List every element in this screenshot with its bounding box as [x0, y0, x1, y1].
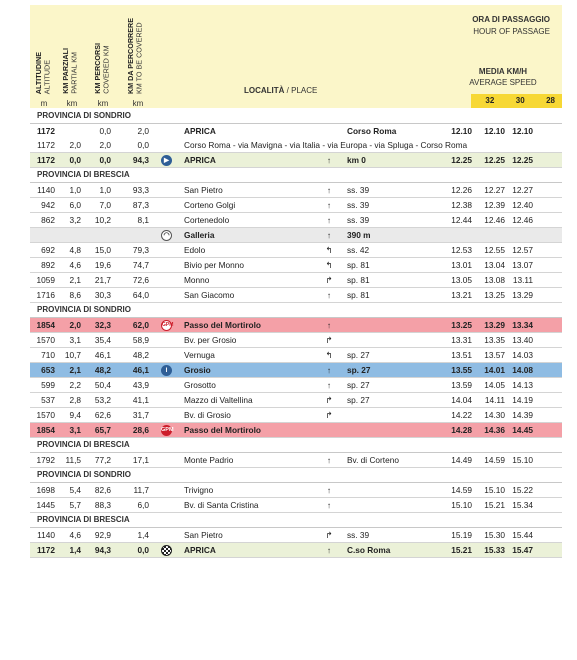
partial-km-cell: 6,0	[69, 200, 81, 210]
province-label: PROVINCIA DI BRESCIA	[37, 170, 130, 179]
table-row	[30, 378, 562, 393]
partial-km-cell: 2,1	[69, 275, 81, 285]
table-row	[30, 348, 562, 363]
remaining-km-cell: 74,7	[132, 260, 149, 270]
time-28: 12.27	[512, 185, 533, 195]
time-30: 14.05	[484, 380, 505, 390]
time-32: 14.04	[451, 395, 472, 405]
table-row	[30, 228, 562, 243]
direction-icon: ↑	[326, 185, 332, 195]
partial-km-cell: 2,0	[69, 320, 81, 330]
time-30: 12.39	[484, 200, 505, 210]
covered-km-cell: 50,4	[94, 380, 111, 390]
partial-km-cell: 2,2	[69, 380, 81, 390]
table-row	[30, 258, 562, 273]
place-name: Passo del Mortirolo	[184, 320, 261, 330]
speed-30: 30	[515, 96, 525, 105]
covered-km-cell: 10,2	[94, 215, 111, 225]
time-32: 15.19	[451, 530, 472, 540]
table-row	[30, 243, 562, 258]
altitude-cell: 1854	[36, 425, 55, 435]
partial-km-cell: 8,6	[69, 290, 81, 300]
sprint-icon: I	[161, 365, 172, 376]
road-info: 390 m	[347, 230, 371, 240]
unit-altitude: m	[40, 99, 48, 108]
time-32: 13.05	[451, 275, 472, 285]
altitude-cell: 942	[41, 200, 55, 210]
direction-icon: ↱	[325, 530, 333, 540]
remaining-km-cell: 46,1	[132, 365, 149, 375]
col-header-partial-km: KM PARZIALI PARTIAL KM	[61, 48, 79, 94]
time-28: 14.03	[512, 350, 533, 360]
col-header-speed: MEDIA KM/H AVERAGE SPEED	[469, 67, 537, 87]
partial-km-cell: 3,1	[69, 335, 81, 345]
covered-km-cell: 65,7	[94, 425, 111, 435]
unit-to-cover: km	[132, 99, 144, 108]
remaining-km-cell: 79,3	[132, 245, 149, 255]
province-header	[30, 109, 562, 124]
direction-icon: ↑	[326, 380, 332, 390]
province-header	[30, 168, 562, 183]
direction-icon: ↑	[326, 200, 332, 210]
altitude-cell: 1059	[36, 275, 55, 285]
place-name: Vernuga	[184, 350, 215, 360]
province-header	[30, 438, 562, 453]
time-32: 13.55	[451, 365, 472, 375]
finish-flag-icon	[161, 545, 172, 556]
remaining-km-cell: 8,1	[137, 215, 149, 225]
time-32: 12.10	[451, 126, 472, 136]
col-header-place: LOCALITÀ / PLACE	[244, 86, 318, 95]
table-row	[30, 153, 562, 168]
altitude-cell: 892	[41, 260, 55, 270]
province-label: PROVINCIA DI SONDRIO	[37, 470, 131, 479]
covered-km-cell: 92,9	[94, 530, 111, 540]
time-30: 12.27	[484, 185, 505, 195]
partial-km-cell: 0,0	[69, 155, 81, 165]
altitude-cell: 653	[41, 365, 55, 375]
time-32: 12.44	[451, 215, 472, 225]
table-row	[30, 393, 562, 408]
altitude-cell: 537	[41, 395, 55, 405]
table-row	[30, 333, 562, 348]
time-30: 15.33	[484, 545, 505, 555]
time-28: 15.34	[512, 500, 533, 510]
covered-km-cell: 53,2	[94, 395, 111, 405]
time-28: 12.25	[512, 155, 533, 165]
direction-icon: ↰	[325, 350, 333, 360]
province-header	[30, 468, 562, 483]
partial-km-cell: 4,6	[69, 260, 81, 270]
time-30: 12.25	[484, 155, 505, 165]
remaining-km-cell: 0,0	[137, 140, 149, 150]
remaining-km-cell: 41,1	[132, 395, 149, 405]
altitude-cell: 1172	[37, 545, 55, 555]
table-row	[30, 483, 562, 498]
place-name: Bv. di Grosio	[184, 410, 231, 420]
time-30: 13.35	[484, 335, 505, 345]
place-name: San Giacomo	[184, 290, 235, 300]
covered-km-cell: 0,0	[99, 155, 111, 165]
time-28: 12.46	[512, 215, 533, 225]
time-28: 15.47	[512, 545, 533, 555]
altitude-cell: 1854	[36, 320, 55, 330]
partial-km-cell: 3,2	[69, 215, 81, 225]
direction-icon: ↑	[326, 215, 332, 225]
altitude-cell: 1140	[37, 530, 55, 540]
table-header	[30, 5, 562, 108]
table-row	[30, 453, 562, 468]
tunnel-icon: ◠	[161, 230, 172, 241]
place-name: Galleria	[184, 230, 215, 240]
time-28: 13.11	[512, 275, 533, 285]
place-name: APRICA	[184, 155, 216, 165]
time-30: 13.04	[484, 260, 505, 270]
altitude-cell: 599	[41, 380, 55, 390]
partial-km-cell: 9,4	[69, 410, 81, 420]
table-row	[30, 288, 562, 303]
time-30: 14.59	[484, 455, 505, 465]
remaining-km-cell: 2,0	[137, 126, 149, 136]
speed-32: 32	[485, 96, 495, 105]
time-30: 13.29	[484, 320, 505, 330]
covered-km-cell: 88,3	[94, 500, 111, 510]
place-name: Grosio	[184, 365, 211, 375]
covered-km-cell: 7,0	[99, 200, 111, 210]
covered-km-cell: 82,6	[94, 485, 111, 495]
time-32: 13.51	[451, 350, 472, 360]
place-name: Monno	[184, 275, 210, 285]
altitude-cell: 862	[41, 215, 55, 225]
direction-icon: ↱	[325, 335, 333, 345]
time-28: 15.10	[512, 455, 533, 465]
time-32: 13.59	[451, 380, 472, 390]
time-28: 13.07	[512, 260, 533, 270]
unit-covered: km	[97, 99, 109, 108]
time-30: 12.10	[484, 126, 505, 136]
remaining-km-cell: 93,3	[132, 185, 149, 195]
direction-icon: ↱	[325, 275, 333, 285]
covered-km-cell: 19,6	[94, 260, 111, 270]
direction-icon: ↑	[326, 500, 332, 510]
mountain-climb-icon: GPM	[161, 425, 172, 436]
place-name: Bivio per Monno	[184, 260, 244, 270]
road-info: Bv. di Corteno	[347, 455, 399, 465]
covered-km-cell: 15,0	[94, 245, 111, 255]
table-row	[30, 543, 562, 558]
direction-icon: ↑	[326, 230, 332, 240]
time-32: 14.59	[451, 485, 472, 495]
remaining-km-cell: 64,0	[132, 290, 149, 300]
time-28: 12.10	[512, 126, 533, 136]
table-row	[30, 273, 562, 288]
col-header-covered-km: KM PERCORSI COVERED KM	[93, 43, 111, 94]
remaining-km-cell: 58,9	[132, 335, 149, 345]
partial-km-cell: 4,8	[69, 245, 81, 255]
remaining-km-cell: 94,3	[132, 155, 149, 165]
time-32: 15.10	[451, 500, 472, 510]
road-info: km 0	[347, 155, 366, 165]
table-row	[30, 198, 562, 213]
road-info: sp. 27	[347, 365, 371, 375]
time-28: 14.08	[512, 365, 533, 375]
time-32: 12.38	[451, 200, 472, 210]
road-info: sp. 81	[347, 260, 370, 270]
time-30: 15.10	[484, 485, 505, 495]
place-name: San Pietro	[184, 185, 223, 195]
col-header-km-to-cover: KM DA PERCORRERE KM TO BE COVERED	[126, 17, 144, 94]
place-name: Bv. per Grosio	[184, 335, 237, 345]
altitude-cell: 1172	[37, 155, 55, 165]
table-row	[30, 124, 562, 153]
altitude-cell: 1172	[37, 140, 55, 150]
province-header	[30, 303, 562, 318]
time-28: 13.34	[512, 320, 533, 330]
remaining-km-cell: 62,0	[132, 320, 149, 330]
time-30: 13.57	[484, 350, 505, 360]
time-32: 12.26	[451, 185, 472, 195]
time-30: 14.01	[484, 365, 505, 375]
altitude-cell: 1716	[36, 290, 55, 300]
covered-km-cell: 21,7	[94, 275, 111, 285]
remaining-km-cell: 1,4	[137, 530, 149, 540]
covered-km-cell: 77,2	[94, 455, 111, 465]
remaining-km-cell: 48,2	[132, 350, 149, 360]
speed-28: 28	[546, 96, 555, 105]
table-row	[30, 408, 562, 423]
direction-icon: ↰	[325, 260, 333, 270]
unit-partial: km	[66, 99, 78, 108]
partial-km-cell: 1,4	[69, 545, 81, 555]
direction-icon: ↑	[326, 485, 332, 495]
remaining-km-cell: 31,7	[132, 410, 149, 420]
road-info: ss. 42	[347, 245, 370, 255]
direction-icon: ↑	[326, 365, 332, 375]
mountain-climb-icon: GPM	[161, 320, 172, 331]
place-name: Trivigno	[184, 485, 214, 495]
time-28: 14.39	[512, 410, 533, 420]
partial-km-cell: 4,6	[69, 530, 81, 540]
col-header-hour: ORA DI PASSAGGIO HOUR OF PASSAGE	[472, 15, 550, 36]
covered-km-cell: 35,4	[94, 335, 111, 345]
place-name: Grosotto	[184, 380, 216, 390]
time-28: 14.19	[512, 395, 533, 405]
province-label: PROVINCIA DI SONDRIO	[37, 111, 131, 120]
direction-icon: ↰	[325, 245, 333, 255]
time-32: 14.28	[451, 425, 472, 435]
place-name: Bv. di Santa Cristina	[184, 500, 259, 510]
road-info: sp. 27	[347, 350, 370, 360]
time-30: 15.21	[484, 500, 505, 510]
place-name: Edolo	[184, 245, 206, 255]
route-note: Corso Roma - via Mavigna - via Italia - via Europa - via Spluga - Corso Roma	[184, 140, 468, 150]
time-28: 15.44	[512, 530, 533, 540]
altitude-cell: 1172	[37, 126, 55, 136]
direction-icon: ↱	[325, 395, 333, 405]
time-32: 12.25	[451, 155, 472, 165]
covered-km-cell: 32,3	[94, 320, 111, 330]
remaining-km-cell: 11,7	[133, 485, 149, 495]
time-28: 13.40	[512, 335, 533, 345]
place-name: APRICA	[184, 126, 216, 136]
road-info: sp. 27	[347, 395, 370, 405]
province-label: PROVINCIA DI SONDRIO	[37, 305, 131, 314]
covered-km-cell: 0,0	[99, 126, 111, 136]
remaining-km-cell: 6,0	[137, 500, 149, 510]
time-32: 15.21	[451, 545, 472, 555]
altitude-cell: 692	[41, 245, 55, 255]
covered-km-cell: 94,3	[94, 545, 111, 555]
road-info: sp. 81	[347, 275, 370, 285]
partial-km-cell: 1,0	[69, 185, 81, 195]
road-info: C.so Roma	[347, 545, 391, 555]
road-info: ss. 39	[347, 200, 370, 210]
road-info: ss. 39	[347, 215, 370, 225]
road-info: sp. 27	[347, 380, 370, 390]
remaining-km-cell: 87,3	[132, 200, 149, 210]
road-info: sp. 81	[347, 290, 370, 300]
province-label: PROVINCIA DI BRESCIA	[37, 440, 130, 449]
time-28: 14.45	[512, 425, 533, 435]
remaining-km-cell: 72,6	[132, 275, 149, 285]
altitude-cell: 1445	[36, 500, 55, 510]
time-30: 12.46	[484, 215, 505, 225]
covered-km-cell: 2,0	[99, 140, 111, 150]
route-table	[30, 109, 562, 558]
partial-km-cell: 2,8	[69, 395, 81, 405]
covered-km-cell: 30,3	[94, 290, 111, 300]
covered-km-cell: 48,2	[94, 365, 111, 375]
remaining-km-cell: 43,9	[132, 380, 149, 390]
partial-km-cell: 5,4	[69, 485, 81, 495]
partial-km-cell: 3,1	[69, 425, 81, 435]
place-name: Mazzo di Valtellina	[184, 395, 253, 405]
road-info: Corso Roma	[347, 126, 397, 136]
place-name: Monte Padrio	[184, 455, 234, 465]
covered-km-cell: 1,0	[99, 185, 111, 195]
table-row	[30, 318, 562, 333]
time-32: 14.22	[451, 410, 472, 420]
partial-km-cell: 11,5	[65, 455, 81, 465]
place-name: Corteno Golgi	[184, 200, 236, 210]
time-30: 13.08	[484, 275, 505, 285]
time-32: 13.25	[451, 320, 472, 330]
time-28: 15.22	[512, 485, 533, 495]
time-28: 13.29	[512, 290, 533, 300]
time-28: 14.13	[512, 380, 533, 390]
direction-icon: ↑	[326, 320, 332, 330]
altitude-cell: 1792	[36, 455, 55, 465]
time-28: 12.57	[512, 245, 533, 255]
altitude-cell: 1698	[36, 485, 55, 495]
remaining-km-cell: 28,6	[132, 425, 149, 435]
place-name: Cortenedolo	[184, 215, 230, 225]
time-32: 14.49	[451, 455, 472, 465]
time-32: 12.53	[451, 245, 472, 255]
table-row	[30, 423, 562, 438]
time-30: 13.25	[484, 290, 505, 300]
road-info: ss. 39	[347, 530, 370, 540]
direction-icon: ↱	[325, 410, 333, 420]
altitude-cell: 1140	[37, 185, 55, 195]
place-name: APRICA	[184, 545, 216, 555]
time-30: 12.55	[484, 245, 505, 255]
time-32: 13.21	[451, 290, 472, 300]
partial-km-cell: 2,0	[69, 140, 81, 150]
partial-km-cell: 2,1	[69, 365, 81, 375]
partial-km-cell: 10,7	[64, 350, 81, 360]
table-row	[30, 498, 562, 513]
direction-icon: ↑	[326, 455, 332, 465]
place-name: San Pietro	[184, 530, 223, 540]
col-header-altitude: ALTITUDINE ALTITUDE	[34, 51, 52, 94]
table-row	[30, 363, 562, 378]
direction-icon: ↑	[326, 155, 332, 165]
time-32: 13.01	[451, 260, 472, 270]
place-name: Passo del Mortirolo	[184, 425, 261, 435]
table-row	[30, 528, 562, 543]
remaining-km-cell: 0,0	[137, 545, 149, 555]
altitude-cell: 1570	[36, 335, 55, 345]
road-info: ss. 39	[347, 185, 370, 195]
time-30: 14.11	[484, 395, 505, 405]
direction-icon: ↑	[326, 545, 332, 555]
time-30: 14.36	[484, 425, 505, 435]
province-label: PROVINCIA DI BRESCIA	[37, 515, 130, 524]
covered-km-cell: 62,6	[94, 410, 111, 420]
speed-values	[471, 94, 562, 108]
altitude-cell: 1570	[36, 410, 55, 420]
time-28: 12.40	[512, 200, 533, 210]
table-row	[30, 183, 562, 198]
province-header	[30, 513, 562, 528]
altitude-cell: 710	[41, 350, 55, 360]
time-30: 14.30	[484, 410, 505, 420]
table-row	[30, 213, 562, 228]
direction-icon: ↑	[326, 290, 332, 300]
start-icon: ▶	[161, 155, 172, 166]
time-30: 15.30	[484, 530, 505, 540]
partial-km-cell: 5,7	[69, 500, 81, 510]
covered-km-cell: 46,1	[94, 350, 111, 360]
time-32: 13.31	[451, 335, 472, 345]
remaining-km-cell: 17,1	[132, 455, 149, 465]
